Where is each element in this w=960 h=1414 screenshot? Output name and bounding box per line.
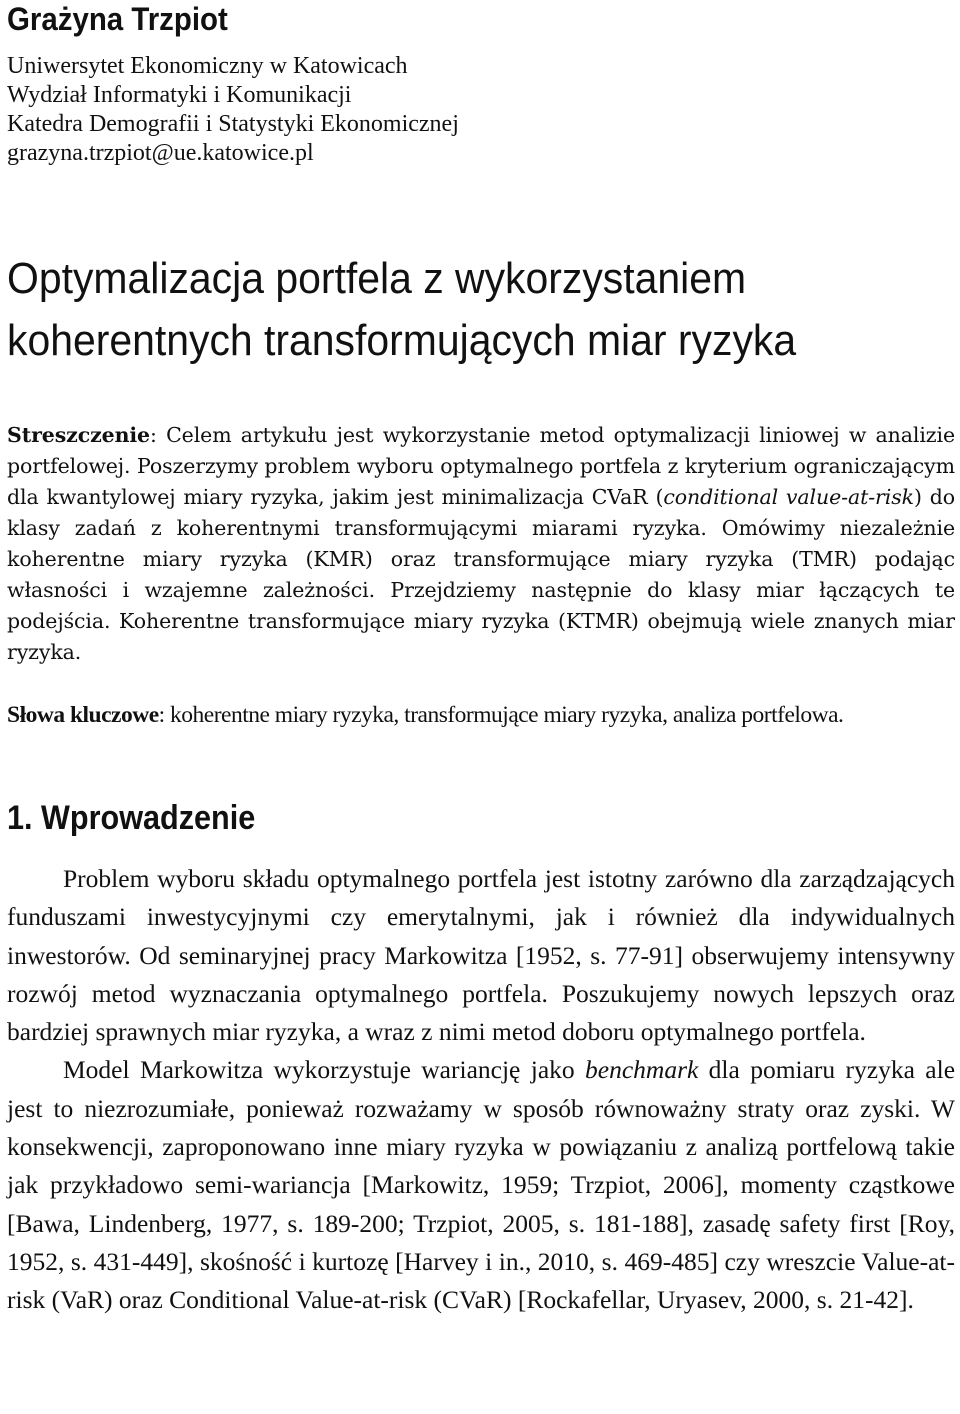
- author-name: Grażyna Trzpiot: [7, 1, 228, 37]
- keywords-label: Słowa kluczowe: [7, 702, 159, 728]
- affiliation-department: Katedra Demografii i Statystyki Ekonomicznej: [7, 111, 459, 137]
- paragraph-2-italic: benchmark: [585, 1055, 699, 1085]
- affiliation-university: Uniwersytet Ekonomiczny w Katowicach: [7, 53, 408, 79]
- affiliation-faculty: Wydział Informatyki i Komunikacji: [7, 82, 352, 108]
- paragraph-2: [7, 1051, 955, 1319]
- author-email: grazyna.trzpiot@ue.katowice.pl: [7, 140, 314, 166]
- abstract: [7, 420, 955, 668]
- abstract-text-1: : Celem artykułu jest wykorzystanie metod optymalizacji liniowej w analizie portfelowej. Poszerzymy problem wyboru optymalnego portfela z kryterium ograniczającym dla kwantylowej miary ryzyka, jakim jest minimalizacja CVaR (: [7, 423, 955, 509]
- abstract-text-2: ) do klasy zadań z koherentnymi transformującymi miarami ryzyka. Omówimy niezależnie koherentne miary ryzyka (KMR) oraz transformujące miary ryzyka (TMR) podając własności i wzajemne zależności. Przejdziemy następnie do klasy miar łączących te podejścia. Koherentne transformujące miary ryzyka (KTMR) obejmują wiele znanych miar ryzyka.: [7, 485, 955, 664]
- document-page: [7, 0, 955, 1320]
- paper-title-line-1: Optymalizacja portfela z wykorzystaniem: [7, 254, 747, 303]
- paragraph-1: Problem wyboru składu optymalnego portfela jest istotny zarówno dla zarządzających funduszami inwestycyjnymi czy emerytalnymi, jak i również dla indywidualnych inwestorów. Od seminaryjnej pracy Markowitza [1952, s. 77-91] obserwujemy intensywny rozwój metod wyznaczania optymalnego portfela. Poszukujemy nowych lepszych oraz bardziej sprawnych miar ryzyka, a wraz z nimi metod doboru optymalnego portfela.: [7, 864, 955, 1047]
- keywords: [7, 700, 955, 730]
- abstract-label: Streszczenie: [7, 423, 151, 447]
- paper-title-line-2: koherentnych transformujących miar ryzyka: [7, 316, 797, 365]
- paper-title: [7, 248, 889, 372]
- abstract-italic-term: conditional value-at-risk: [663, 485, 914, 509]
- paragraph-2-text-2: dla pomiaru ryzyka ale jest to niezrozumiałe, ponieważ rozważamy w sposób równoważny straty oraz zyski. W konsekwencji, zaproponowano inne miary ryzyka w powiązaniu z analizą portfelową takie jak przykładowo semi-wariancja [Markowitz, 1959; Trzpiot, 2006], momenty cząstkowe [Bawa, Lindenberg, 1977, s. 189-200; Trzpiot, 2005, s. 181-188], zasadę safety first [Roy, 1952, s. 431-449], skośność i kurtozę [Harvey i in., 2010, s. 469-485] czy wreszcie Value-at-risk (VaR) oraz Conditional Value-at-risk (CVaR) [Rockafellar, Uryasev, 2000, s. 21-42].: [7, 1055, 956, 1315]
- keywords-text: : koherentne miary ryzyka, transformujące miary ryzyka, analiza portfelowa.: [158, 702, 844, 728]
- author-affiliation: [7, 52, 955, 168]
- section-heading: 1. Wprowadzenie: [7, 799, 256, 837]
- section-body: [7, 860, 955, 1320]
- paragraph-2-text-1: Model Markowitza wykorzystuje wariancję jako: [63, 1055, 586, 1085]
